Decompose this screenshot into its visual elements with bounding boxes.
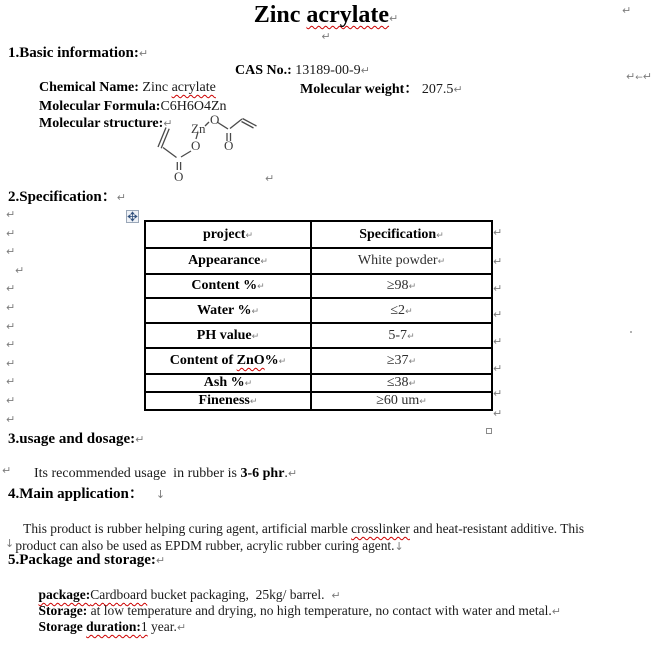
heading-text: 4.Main application： [8,486,144,502]
cell-text: Specification [359,226,437,242]
paragraph-mark: ↵ [331,589,341,602]
formula-value: C6H6O4Zn [160,99,227,114]
atom-label-zn: Zn [191,121,206,136]
paragraph-mark: ↵ [626,70,636,83]
bond [205,122,209,126]
heading-text: 1.Basic information: [8,45,139,61]
cell-text: Fineness [198,393,250,408]
bond [158,128,166,148]
cell-text: Ash % [203,375,245,390]
table-row [145,274,492,298]
cell-text: White powder [357,253,438,268]
section-heading-application [8,485,165,504]
cell-text: project [202,226,246,242]
atom-label-o: O [210,112,220,127]
cas-label: CAS No.: [235,63,292,78]
paragraph-mark: ↵ [15,263,25,277]
cell-text: ≥37 [386,353,409,368]
cell-mark: ↵ [251,306,260,317]
line-break-mark: ↓ [155,488,166,501]
cell-mark: ↵ [408,282,417,292]
empty-paragraph [0,27,652,45]
cell-ph-value [311,323,492,348]
table-header-row [145,221,492,248]
cell-content-value [311,274,492,298]
cell-mark: ↵ [257,282,265,292]
body-text: bucket packaging, 25kg/ barrel. [147,587,332,602]
atom-label-o: O [191,138,201,153]
heading-text: 3.usage and dosage: [8,431,136,447]
paragraph-mark: ↵ [6,245,16,259]
cell-mark: ↵ [436,230,444,241]
table-resize-handle[interactable] [486,428,492,434]
paragraph-mark: ↵ [6,338,16,352]
cell-mark: ↵ [278,357,287,367]
cell-mark: ↵ [260,257,268,267]
cell-text: Content of [169,353,237,368]
table-row [145,392,492,410]
cell-water [145,298,311,323]
cas-number [235,62,370,79]
line-break-mark: ↓ [394,540,404,553]
storage-duration-line [25,601,186,653]
body-text: product can also be used as EPDM rubber, acrylic rubber curing agent. [15,538,395,553]
cell-ph [145,323,311,348]
dosage-value: 3-6 phr [240,466,285,481]
paragraph-mark: ↵ [287,467,298,480]
section-heading-usage [8,430,144,449]
paragraph-mark: ↵ [135,433,145,446]
paragraph-mark: ↵ [155,554,166,567]
weight-label: Molecular weight： [300,82,419,97]
specification-table [144,220,493,411]
cell-content [145,274,311,298]
paragraph-mark: ↵ [6,300,16,314]
stray-dot [630,331,632,333]
cell-text: % [264,353,279,368]
row-end-mark: ↵ [493,407,503,420]
paragraph-mark: ↵ [389,12,399,25]
weight-value: 207.5 [418,82,454,97]
paragraph-mark: ↵ [6,226,16,240]
cell-ash [145,374,311,392]
cas-value: 13189-00-9 [291,63,361,78]
body-text: and heat-resistant additive. This [409,521,585,536]
cell-mark: ↵ [437,257,446,267]
cell-mark: ↵ [249,397,258,407]
misspelled-word: crosslinker [351,521,410,536]
cell-mark: ↵ [245,230,254,241]
cell-text: ≤38 [386,375,409,390]
cell-mark: ↵ [251,331,260,342]
formula-label: Molecular Formula: [39,99,161,114]
paragraph-mark: ↵ [6,208,16,221]
heading-text: 5.Package and storage: [8,552,156,568]
cell-ash-value [311,374,492,392]
section-heading-package [8,551,165,570]
paragraph-mark: ↵ [360,64,370,77]
paragraph-mark: ↵ [551,605,561,618]
cell-appearance-value [311,248,492,274]
molecular-weight [300,81,463,98]
paragraph-mark: ↵ [642,70,652,83]
cell-fineness-value [311,392,492,410]
row-end-mark: ↵ [493,362,503,375]
paragraph-mark: ↵ [6,375,16,389]
bond [181,151,191,157]
table-header-specification [311,221,492,248]
cell-text: ≤2 [390,302,406,318]
row-end-mark: ↵ [493,335,503,348]
paragraph-mark: ↵ [116,191,126,204]
bond [163,148,177,158]
cell-text: PH value [196,327,252,343]
table-row [145,298,492,323]
paragraph-mark: ↵ [2,464,12,477]
paragraph-mark: ↵ [6,282,16,296]
left-arrow-mark: ← [635,73,643,83]
package-label: package: [38,587,91,602]
paragraph-mark: ↵ [453,83,463,96]
title-text: Zinc [253,2,307,28]
heading-text: 2.Specification： [8,189,117,205]
structure-label: Molecular structure: [39,116,164,131]
table-row [145,323,492,348]
bond [243,119,257,127]
paragraph-mark: ↵ [6,319,16,333]
cell-text-misspelled: ZnO [236,353,265,368]
chemical-name-value: Zinc [138,80,172,95]
cell-mark: ↵ [408,379,417,389]
row-end-mark: ↵ [493,226,503,239]
section-heading-basic-info [8,44,148,63]
table-row [145,374,492,392]
cell-mark: ↵ [419,397,427,407]
row-end-mark: ↵ [493,387,503,400]
cell-text: Appearance [188,253,261,268]
body-text: at low temperature and drying, no high temperature, no contact with water and metal. [87,603,552,618]
cell-mark: ↵ [408,357,417,367]
paragraph-mark: ↵ [138,47,149,60]
row-end-mark: ↵ [493,282,503,295]
section-heading-specification [8,188,126,207]
bond [161,129,169,149]
body-text: This product is rubber helping curing agent, artificial marble [23,521,352,536]
bond [242,122,254,129]
cell-appearance [145,248,311,274]
atom-label-o: O [174,169,184,184]
paragraph-mark: ↵ [176,621,187,634]
move-arrows-icon [128,212,137,221]
duration-label-misspelled: duration: [86,619,141,634]
cell-mark: ↵ [405,306,413,317]
table-move-handle[interactable] [126,210,139,223]
paragraph-mark: ↵ [622,4,632,17]
body-text: Its recommended usage in rubber is [34,466,241,481]
cell-zno [145,348,311,374]
cell-water-value [311,298,492,323]
body-text: year. [147,619,177,634]
line-break-mark: ↓ [5,537,15,550]
storage-label: Storage: [38,603,88,618]
title-misspelled-word: acrylate [306,2,390,28]
table-header-project [145,221,311,248]
empty-paragraph-marks-column [6,206,24,429]
cell-zno-value [311,348,492,374]
paragraph-mark: ↵ [163,117,173,130]
paragraph-mark: ↵ [6,356,16,370]
cell-mark: ↵ [244,379,253,389]
body-text: . [284,466,288,481]
cell-text: 5-7 [388,327,408,343]
atom-label-o: O [224,138,234,153]
cell-text: Water % [196,302,252,318]
paragraph-mark: ↵ [6,393,16,407]
paragraph-mark: ↵ [6,412,16,426]
cell-text: ≥60 um [376,393,420,408]
chemical-name-label: Chemical Name: [39,80,139,95]
cell-text: ≥98 [386,278,409,293]
bond [230,119,242,129]
cell-text: Content % [191,278,258,293]
row-end-mark: ↵ [493,255,503,268]
molecular-structure-label [25,98,173,149]
cell-fineness [145,392,311,410]
cell-mark: ↵ [407,331,415,342]
paragraph-mark: ↵ [321,30,331,43]
paragraph-mark: ↵ [265,172,275,185]
chemical-name-misspelled: acrylate [171,80,216,95]
misspelled-word: Cardboard [90,587,148,602]
table-row [145,348,492,374]
table-row [145,248,492,274]
row-end-mark: ↵ [493,308,503,321]
duration-label: Storage [38,619,87,634]
duration-value-misspelled: 1 [140,619,148,634]
